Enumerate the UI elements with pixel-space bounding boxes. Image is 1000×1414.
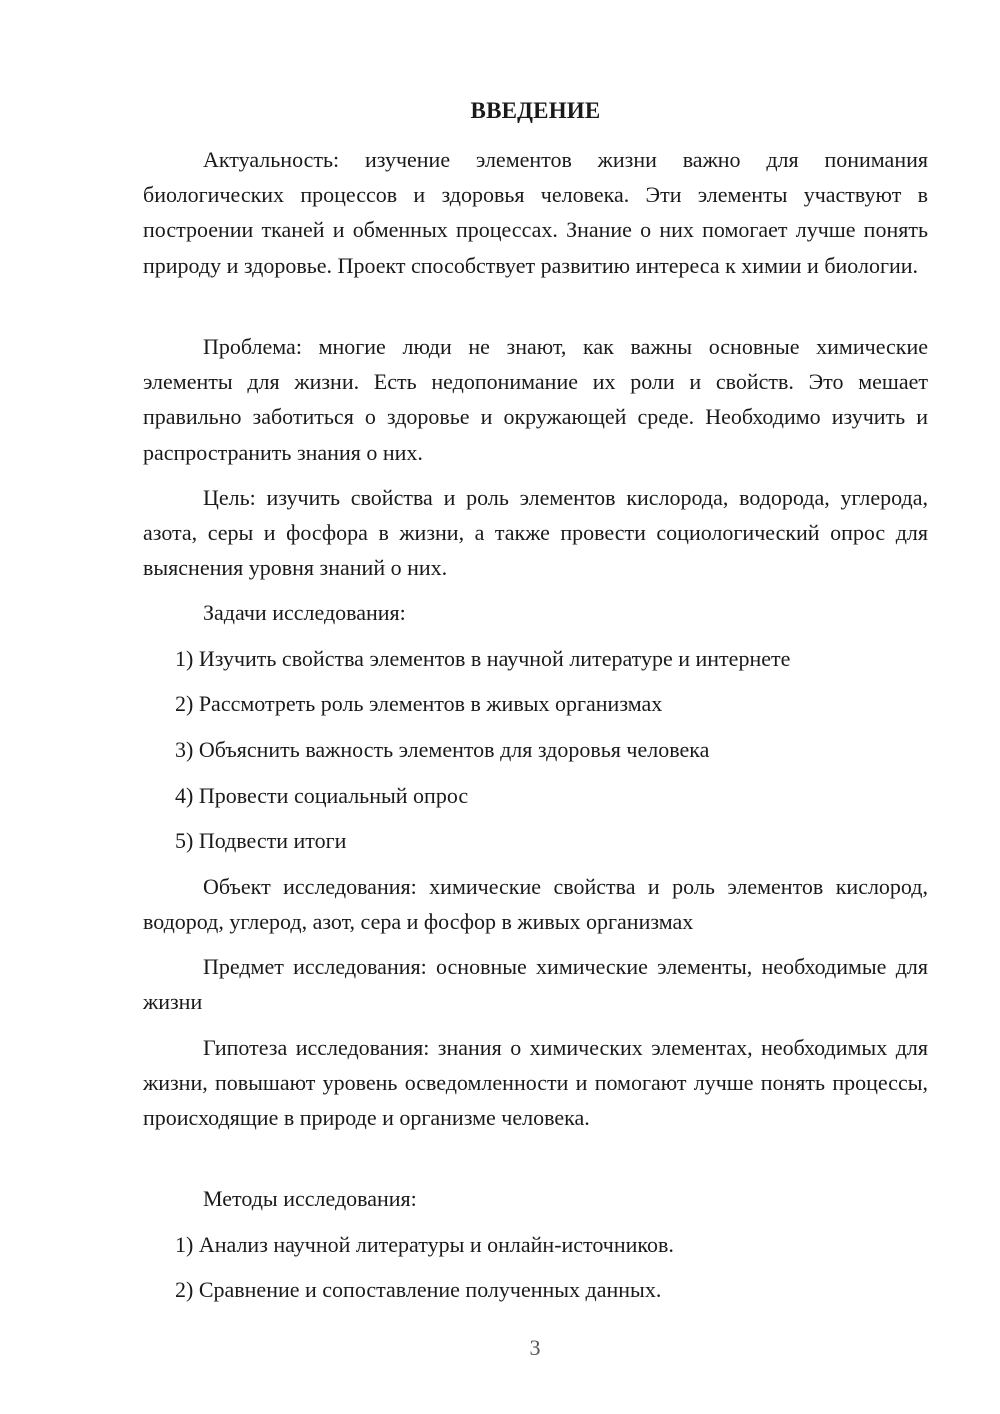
relevance-paragraph: Актуальность: изучение элементов жизни важно для понимания биологических процессов и здоровья человека. Эти элементы участвуют в построении тканей и обменных процессах. Знание о них помогает лучше понять природу и здоровье. Проект способствует развитию интереса к химии и биологии.	[143, 147, 928, 278]
page-title: ВВЕДЕНИЕ	[470, 98, 601, 123]
problem-paragraph: Проблема: многие люди не знают, как важны основные химические элементы для жизни. Есть недопонимание их роли и свойств. Это мешает правильно заботиться о здоровье и окружающей среде. Необходимо изучить и распространить знания о них.	[143, 334, 928, 465]
method-item: 1) Анализ научной литературы и онлайн-источников.	[175, 1232, 674, 1257]
subject-paragraph: Предмет исследования: основные химические элементы, необходимые для жизни	[143, 954, 928, 1015]
task-item: 5) Подвести итоги	[175, 828, 347, 853]
tasks-heading: Задачи исследования:	[203, 600, 406, 625]
task-item: 4) Провести социальный опрос	[175, 783, 469, 808]
hypothesis-paragraph: Гипотеза исследования: знания о химических элементах, необходимых для жизни, повышают уровень осведомленности и помогают лучше понять процессы, происходящие в природе и организме человека.	[143, 1035, 928, 1131]
methods-heading: Методы исследования:	[203, 1186, 417, 1211]
object-paragraph: Объект исследования: химические свойства и роль элементов кислород, водород, углерод, азот, сера и фосфор в живых организмах	[143, 874, 928, 935]
task-item: 3) Объяснить важность элементов для здоровья человека	[175, 737, 710, 762]
task-item: 1) Изучить свойства элементов в научной литературе и интернете	[175, 646, 791, 671]
method-item: 2) Сравнение и сопоставление полученных данных.	[175, 1277, 662, 1302]
task-item: 2) Рассмотреть роль элементов в живых организмах	[175, 691, 663, 716]
goal-paragraph: Цель: изучить свойства и роль элементов кислорода, водорода, углерода, азота, серы и фосфора в жизни, а также провести социологический опрос для выяснения уровня знаний о них.	[143, 485, 928, 581]
page-number: 3	[529, 1335, 541, 1360]
